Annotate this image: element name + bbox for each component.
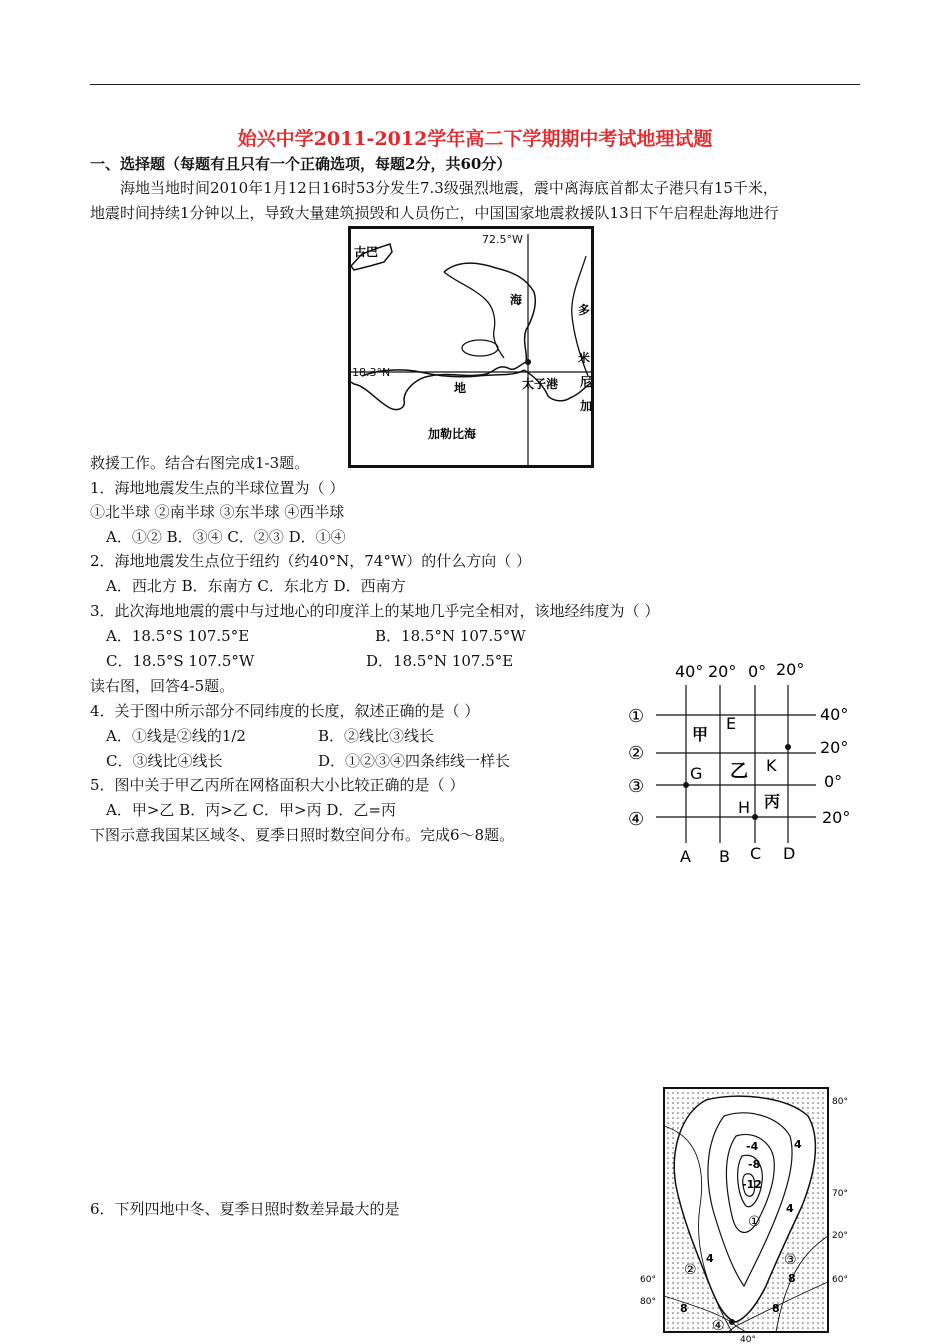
cell-bing: 丙 <box>764 792 781 811</box>
sea-label: 加勒比海 <box>428 427 477 441</box>
q3-stem: 3．此次海地地震的震中与过地心的印度洋上的某地几乎完全相对，该地经纬度为（ ） <box>90 602 660 620</box>
q1-options: ①北半球 ②南半球 ③东半球 ④西半球 <box>90 503 345 521</box>
row-label-4: ④ <box>628 809 645 830</box>
latitude-label: 18.3°N <box>352 366 391 379</box>
section-heading: 一、选择题（每题有且只有一个正确选项，每题2分，共60分） <box>90 155 512 173</box>
top-lon-label: 40° <box>675 662 704 681</box>
q6-stem: 6．下列四地中冬、夏季日照时数差异最大的是 <box>90 1200 400 1218</box>
lat-label-right: 80° <box>832 1097 848 1107</box>
top-lon-label: 20° <box>776 660 805 679</box>
col-label-d: D <box>783 844 796 863</box>
intro-paragraph-line: 地震时间持续1分钟以上，导致大量建筑损毁和人员伤亡，中国国家地震救援队13日下午启程赴海地进行 <box>90 204 779 222</box>
contour-label: 8 <box>788 1272 796 1285</box>
lat-label-right: 20° <box>832 1231 848 1241</box>
contour-label: -4 <box>746 1140 759 1153</box>
point-label-3: ③ <box>784 1252 797 1268</box>
q4-choice-b: B．②线比③线长 <box>318 727 435 745</box>
q2-choices: A．西北方 B．东南方 C．东北方 D．西南方 <box>106 577 406 595</box>
duo-label: 多 <box>578 303 591 317</box>
q4-choice-a: A．①线是②线的1/2 <box>106 727 246 745</box>
cell-k: K <box>766 756 777 775</box>
haiti-map <box>348 226 594 468</box>
row-label-1: ① <box>628 706 645 727</box>
col-label-b: B <box>719 847 730 866</box>
q3-choice-d: D．18.5°N 107.5°E <box>366 652 514 670</box>
q1-choices: A．①② B．③④ C．②③ D．①④ <box>106 528 346 546</box>
top-lon-label: 20° <box>708 662 737 681</box>
cell-g: G <box>690 764 703 783</box>
page-title: 始兴中学2011-2012学年高二下学期期中考试地理试题 <box>237 128 713 150</box>
row-label-2: ② <box>628 743 645 764</box>
q3-choice-c: C．18.5°S 107.5°W <box>106 652 255 670</box>
point-label-1: ① <box>748 1214 761 1230</box>
contour-label: -8 <box>748 1158 761 1171</box>
cell-yi: 乙 <box>730 761 748 782</box>
q5-choices: A．甲>乙 B．丙>乙 C．甲>丙 D．乙=丙 <box>106 801 396 819</box>
q5-stem: 5．图中关于甲乙丙所在网格面积大小比较正确的是（ ） <box>90 776 465 794</box>
read-instruction: 读右图，回答4-5题。 <box>90 677 235 695</box>
q1-stem: 1．海地地震发生点的半球位置为（ ） <box>90 479 345 497</box>
q3-choice-a: A．18.5°S 107.5°E <box>106 627 250 645</box>
contour-label: 4 <box>786 1202 794 1215</box>
top-lon-label: 0° <box>748 662 767 681</box>
lat-label-left: 60° <box>640 1275 656 1285</box>
contour-label: 8 <box>680 1302 688 1315</box>
lat-label-right: 70° <box>832 1189 848 1199</box>
cell-h: H <box>738 798 751 817</box>
contour-label: 8 <box>772 1302 780 1315</box>
longitude-label: 72.5°W <box>482 233 523 246</box>
port-label: 太子港 <box>522 377 559 391</box>
hai-label: 海 <box>510 293 523 307</box>
read-instruction: 下图示意我国某区域冬、夏季日照时数空间分布。完成6～8题。 <box>90 826 515 844</box>
col-label-c: C <box>750 844 762 863</box>
contour-label: -12 <box>742 1178 762 1191</box>
row-label-3: ③ <box>628 776 645 797</box>
header-rule <box>90 84 860 85</box>
point-label-2: ② <box>684 1262 697 1278</box>
q4-choice-d: D．①②③④四条纬线一样长 <box>318 752 511 770</box>
q4-stem: 4．关于图中所示部分不同纬度的长度，叙述正确的是（ ） <box>90 702 480 720</box>
contour-label: 4 <box>794 1138 802 1151</box>
cell-jia: 甲 <box>692 725 709 744</box>
intro-paragraph-line: 救援工作。结合右图完成1-3题。 <box>90 454 310 472</box>
right-lat-label: 40° <box>820 705 849 724</box>
right-lat-label: 20° <box>820 738 849 757</box>
point-label-4: ④ <box>712 1318 725 1334</box>
lon-label-bottom: 40° <box>740 1335 756 1344</box>
intro-paragraph-line: 海地当地时间2010年1月12日16时53分发生7.3级强烈地震，震中离海底首都太子港只有15千米， <box>120 179 778 197</box>
cell-e: E <box>726 714 737 733</box>
lat-label-right: 60° <box>832 1275 848 1285</box>
q3-choice-b: B．18.5°N 107.5°W <box>375 627 526 645</box>
contour-label: 4 <box>706 1252 714 1265</box>
jia-label: 加 <box>580 399 593 413</box>
ni-label: 尼 <box>580 375 593 389</box>
col-label-a: A <box>680 847 691 866</box>
right-lat-label: 20° <box>822 808 851 827</box>
di-label: 地 <box>454 381 467 395</box>
mi-label: 米 <box>578 351 591 365</box>
lat-label-left: 80° <box>640 1297 656 1307</box>
q2-stem: 2．海地地震发生点位于纽约（约40°N，74°W）的什么方向（ ） <box>90 552 532 570</box>
cuba-label: 古巴 <box>354 245 379 259</box>
q4-choice-c: C．③线比④线长 <box>106 752 223 770</box>
sunshine-hours-map <box>636 1086 860 1344</box>
right-lat-label: 0° <box>824 772 843 791</box>
lat-lon-grid-map <box>620 655 860 870</box>
